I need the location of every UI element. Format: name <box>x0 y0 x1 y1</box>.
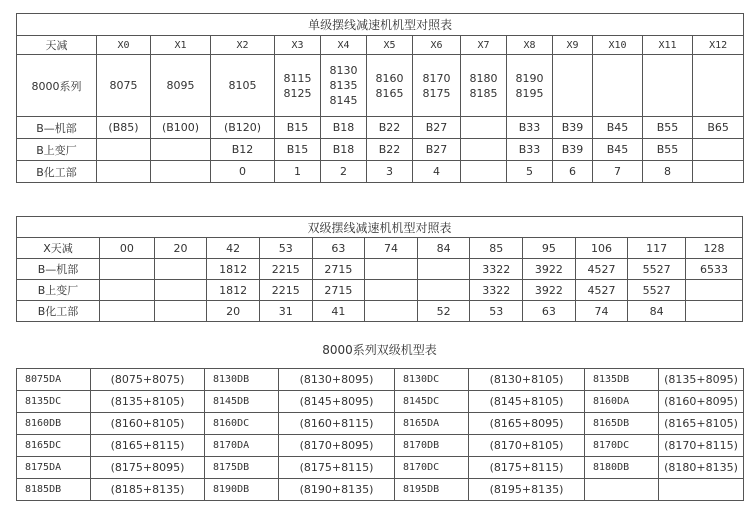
table-cell: B65 <box>693 117 744 139</box>
header-cell: X9 <box>553 36 593 55</box>
table-cell: B55 <box>643 117 693 139</box>
model-combo-cell: (8195+8135) <box>469 479 585 501</box>
table-cell: B33 <box>507 139 553 161</box>
model-number: 8075 <box>109 79 138 92</box>
table-cell <box>461 117 507 139</box>
double-stage-header-row <box>17 238 743 259</box>
row-label: B—机部 <box>17 259 100 280</box>
table-cell: 5527 <box>628 280 686 301</box>
table-cell: 3922 <box>523 259 576 280</box>
header-cell: X4 <box>321 36 367 55</box>
table-cell <box>154 259 207 280</box>
table-cell: B45 <box>593 139 643 161</box>
table-row <box>17 413 744 435</box>
table-cell <box>151 139 211 161</box>
model-cell <box>461 55 507 117</box>
table-row <box>17 280 743 301</box>
table-cell: 2215 <box>259 259 312 280</box>
table-row <box>17 117 744 139</box>
header-cell: 74 <box>365 238 418 259</box>
header-cell: X6 <box>413 36 461 55</box>
table-cell: 4527 <box>575 280 628 301</box>
table-cell: B27 <box>413 117 461 139</box>
model-cell <box>97 55 151 117</box>
table-cell: 8 <box>643 161 693 183</box>
model-combo-cell: (8145+8095) <box>279 391 395 413</box>
model-code-cell: 8135DC <box>17 391 91 413</box>
table-cell <box>461 139 507 161</box>
header-cell: 95 <box>523 238 576 259</box>
table-cell <box>685 280 742 301</box>
table-cell: 2 <box>321 161 367 183</box>
model-number: 8195 <box>515 86 544 100</box>
row-label: B上变厂 <box>17 139 97 161</box>
model-code-cell: 8160DB <box>17 413 91 435</box>
table-cell <box>365 301 418 322</box>
table-row <box>17 139 744 161</box>
model-cell <box>643 55 693 117</box>
model-code-cell: 8195DB <box>395 479 469 501</box>
table-cell: 20 <box>207 301 260 322</box>
table-cell: B12 <box>211 139 275 161</box>
table-row <box>17 369 744 391</box>
header-cell: 117 <box>628 238 686 259</box>
single-stage-table <box>16 13 744 183</box>
table-cell: 63 <box>523 301 576 322</box>
table-cell: 7 <box>593 161 643 183</box>
series-row <box>17 55 744 117</box>
table-cell <box>100 259 155 280</box>
model-number: 8175 <box>422 86 451 100</box>
table-cell: 6 <box>553 161 593 183</box>
table-cell <box>100 301 155 322</box>
model-cell <box>151 55 211 117</box>
table-cell: 5527 <box>628 259 686 280</box>
header-cell: X5 <box>367 36 413 55</box>
table-row <box>17 435 744 457</box>
table-row <box>17 479 744 501</box>
table-cell: 74 <box>575 301 628 322</box>
header-cell: 00 <box>100 238 155 259</box>
model-cell <box>507 55 553 117</box>
table-cell <box>100 280 155 301</box>
model-code-cell: 8175DA <box>17 457 91 479</box>
header-cell: X12 <box>693 36 744 55</box>
model-number: 8125 <box>283 86 312 100</box>
model-code-cell: 8175DB <box>205 457 279 479</box>
header-cell: X0 <box>97 36 151 55</box>
table-row <box>17 259 743 280</box>
table-cell: 84 <box>628 301 686 322</box>
model-number: 8190 <box>515 71 544 85</box>
header-cell: 天减 <box>17 36 97 55</box>
table-cell: B27 <box>413 139 461 161</box>
model-code-cell: 8170DC <box>395 457 469 479</box>
table-cell <box>365 280 418 301</box>
model-combo-cell: (8185+8135) <box>91 479 205 501</box>
model-combo-cell: (8170+8095) <box>279 435 395 457</box>
model-combo-cell <box>659 479 744 501</box>
model-code-cell: 8130DB <box>205 369 279 391</box>
model-combo-cell: (8170+8105) <box>469 435 585 457</box>
model-cell <box>367 55 413 117</box>
model-combo-cell: (8175+8115) <box>469 457 585 479</box>
table-cell <box>693 139 744 161</box>
header-cell: 20 <box>154 238 207 259</box>
row-label: B上变厂 <box>17 280 100 301</box>
model-combo-cell: (8160+8115) <box>279 413 395 435</box>
table-cell <box>365 259 418 280</box>
single-stage-header-row <box>17 36 744 55</box>
model-code-cell: 8145DC <box>395 391 469 413</box>
model-number: 8115 <box>283 71 312 85</box>
model-cell <box>321 55 367 117</box>
header-cell: X2 <box>211 36 275 55</box>
header-cell: 106 <box>575 238 628 259</box>
table-cell: 1812 <box>207 259 260 280</box>
model-cell <box>211 55 275 117</box>
model-code-cell: 8165DC <box>17 435 91 457</box>
table-cell <box>417 259 470 280</box>
model-combo-cell: (8190+8135) <box>279 479 395 501</box>
model-code-cell: 8180DB <box>585 457 659 479</box>
table-cell: 3 <box>367 161 413 183</box>
model-combo-cell: (8160+8105) <box>91 413 205 435</box>
row-label: B化工部 <box>17 161 97 183</box>
header-cell: 84 <box>417 238 470 259</box>
header-cell: 53 <box>259 238 312 259</box>
table-cell: (B85) <box>97 117 151 139</box>
model-code-cell: 8170DB <box>395 435 469 457</box>
single-stage-title: 单级摆线减速机机型对照表 <box>17 14 744 36</box>
model-code-cell: 8160DC <box>205 413 279 435</box>
model-cell <box>413 55 461 117</box>
table-cell: B39 <box>553 139 593 161</box>
model-combo-cell: (8145+8105) <box>469 391 585 413</box>
table-cell <box>151 161 211 183</box>
model-cell <box>693 55 744 117</box>
table-cell <box>685 301 742 322</box>
table-row <box>17 161 744 183</box>
row-label: B—机部 <box>17 117 97 139</box>
model-combo-cell: (8180+8135) <box>659 457 744 479</box>
table-cell <box>154 301 207 322</box>
header-cell: X3 <box>275 36 321 55</box>
table-row <box>17 301 743 322</box>
model-cell <box>553 55 593 117</box>
header-cell: X1 <box>151 36 211 55</box>
table-cell: 2215 <box>259 280 312 301</box>
series-8000-title: 8000系列双级机型表 <box>322 343 437 357</box>
table-cell: 41 <box>312 301 365 322</box>
table-cell: B18 <box>321 117 367 139</box>
table-cell <box>97 161 151 183</box>
table-cell: 2715 <box>312 259 365 280</box>
model-combo-cell: (8130+8105) <box>469 369 585 391</box>
row-label: 8000系列 <box>17 55 97 117</box>
model-combo-cell: (8165+8095) <box>469 413 585 435</box>
double-stage-title: 双级摆线减速机机型对照表 <box>17 217 743 238</box>
table-cell: 6533 <box>685 259 742 280</box>
table-cell: 0 <box>211 161 275 183</box>
model-number: 8160 <box>375 71 404 85</box>
table-cell: 52 <box>417 301 470 322</box>
model-combo-cell: (8175+8095) <box>91 457 205 479</box>
header-cell: 42 <box>207 238 260 259</box>
table-cell: 1 <box>275 161 321 183</box>
model-number: 8185 <box>469 86 498 100</box>
table-cell: 5 <box>507 161 553 183</box>
table-cell: 3922 <box>523 280 576 301</box>
table-cell: 4 <box>413 161 461 183</box>
table-cell: 2715 <box>312 280 365 301</box>
model-code-cell <box>585 479 659 501</box>
table-cell <box>97 139 151 161</box>
table-cell: B39 <box>553 117 593 139</box>
model-number: 8135 <box>329 79 358 92</box>
model-code-cell: 8170DC <box>585 435 659 457</box>
table-cell: 31 <box>259 301 312 322</box>
model-code-cell: 8185DB <box>17 479 91 501</box>
header-cell: X7 <box>461 36 507 55</box>
model-combo-cell: (8175+8115) <box>279 457 395 479</box>
model-number: 8095 <box>166 79 195 92</box>
model-number: 8145 <box>329 94 358 107</box>
table-cell: (B120) <box>211 117 275 139</box>
model-code-cell: 8160DA <box>585 391 659 413</box>
model-number: 8165 <box>375 86 404 100</box>
model-combo-cell: (8160+8095) <box>659 391 744 413</box>
model-combo-cell: (8135+8095) <box>659 369 744 391</box>
table-cell: B33 <box>507 117 553 139</box>
model-number: 8170 <box>422 71 451 85</box>
model-combo-cell: (8135+8105) <box>91 391 205 413</box>
model-code-cell: 8170DA <box>205 435 279 457</box>
model-cell <box>593 55 643 117</box>
model-combo-cell: (8165+8105) <box>659 413 744 435</box>
table-cell: B22 <box>367 117 413 139</box>
model-code-cell: 8135DB <box>585 369 659 391</box>
model-code-cell: 8165DB <box>585 413 659 435</box>
table-cell: B15 <box>275 139 321 161</box>
table-cell: 3322 <box>470 280 523 301</box>
table-cell <box>154 280 207 301</box>
header-cell: 85 <box>470 238 523 259</box>
table-cell: B22 <box>367 139 413 161</box>
model-code-cell: 8130DC <box>395 369 469 391</box>
table-cell <box>693 161 744 183</box>
row-label: B化工部 <box>17 301 100 322</box>
table-cell <box>461 161 507 183</box>
header-cell: X天减 <box>17 238 100 259</box>
table-row <box>17 457 744 479</box>
table-row <box>17 391 744 413</box>
header-cell: 63 <box>312 238 365 259</box>
table-cell: 53 <box>470 301 523 322</box>
header-cell: X10 <box>593 36 643 55</box>
model-combo-cell: (8075+8075) <box>91 369 205 391</box>
table-cell: B55 <box>643 139 693 161</box>
model-cell <box>275 55 321 117</box>
header-cell: 128 <box>685 238 742 259</box>
model-code-cell: 8165DA <box>395 413 469 435</box>
double-stage-table <box>16 216 743 322</box>
header-cell: X8 <box>507 36 553 55</box>
table-cell: 3322 <box>470 259 523 280</box>
table-cell: B45 <box>593 117 643 139</box>
model-number: 8130 <box>329 64 358 77</box>
model-combo-cell: (8165+8115) <box>91 435 205 457</box>
header-cell: X11 <box>643 36 693 55</box>
model-code-cell: 8075DA <box>17 369 91 391</box>
table-cell: 1812 <box>207 280 260 301</box>
model-code-cell: 8145DB <box>205 391 279 413</box>
model-number: 8105 <box>228 79 257 92</box>
table-cell: (B100) <box>151 117 211 139</box>
model-combo-cell: (8170+8115) <box>659 435 744 457</box>
model-combo-cell: (8130+8095) <box>279 369 395 391</box>
table-cell <box>417 280 470 301</box>
model-number: 8180 <box>469 71 498 85</box>
table-cell: B15 <box>275 117 321 139</box>
model-code-cell: 8190DB <box>205 479 279 501</box>
series-8000-table <box>16 368 744 501</box>
table-cell: B18 <box>321 139 367 161</box>
table-cell: 4527 <box>575 259 628 280</box>
